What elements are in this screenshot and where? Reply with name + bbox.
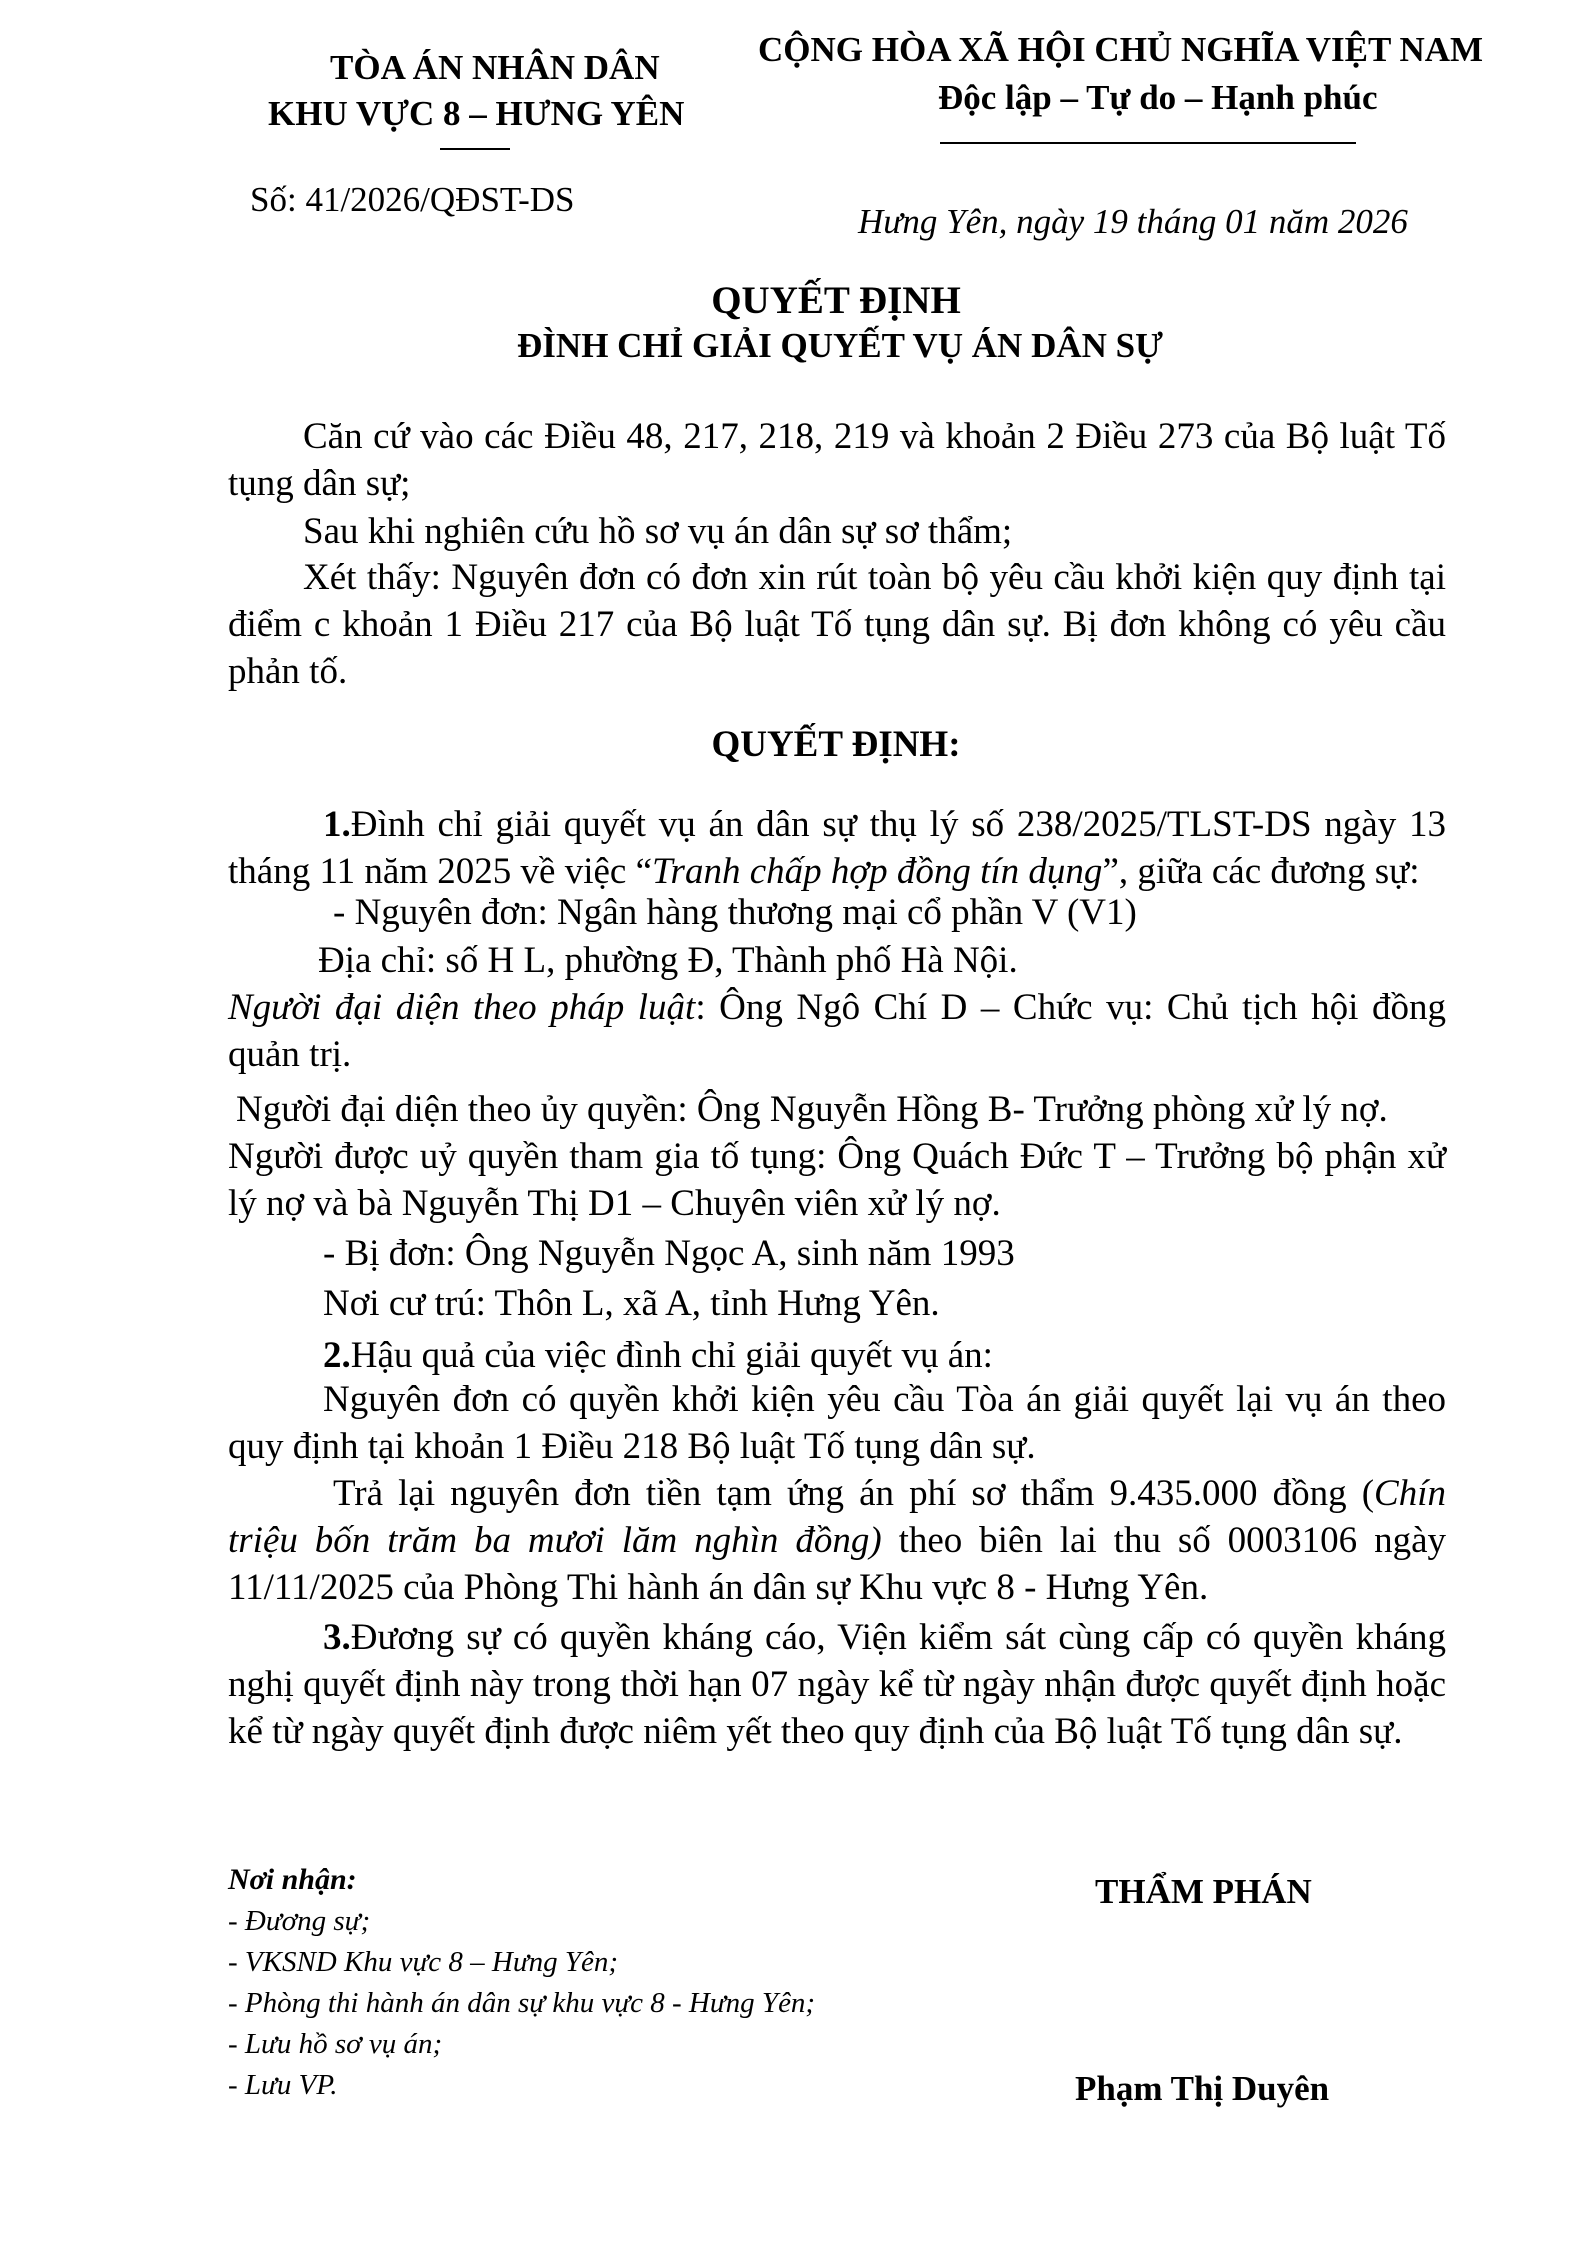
recipient-item: - VKSND Khu vực 8 – Hưng Yên;	[228, 1946, 619, 1978]
recipient-item: - Lưu VP.	[228, 2069, 338, 2101]
document-subtitle: ĐÌNH CHỈ GIẢI QUYẾT VỤ ÁN DÂN SỰ	[517, 326, 1163, 365]
signer-name: Phạm Thị Duyên	[1075, 2069, 1330, 2108]
item-1-number: 1.	[323, 804, 351, 845]
decision-heading: QUYẾT ĐỊNH:	[711, 724, 961, 765]
item-2-fee-refund: Trả lại nguyên đơn tiền tạm ứng án phí sơ thẩm 9.435.000 đồng (Chín triệu bốn trăm ba mươi lăm nghìn đồng) theo biên lai thu số 0003106 ngày 11/11/2025 của Phòng Thi hành án dân sự Khu vực 8 - Hưng Yên.	[228, 1473, 1446, 1608]
decision-item-3: 3.Đương sự có quyền kháng cáo, Viện kiểm sát cùng cấp có quyền kháng nghị quyết định này trong thời hạn 07 ngày kể từ ngày nhận được quyết định hoặc kể từ ngày quyết định được niêm yết theo quy định của Bộ luật Tố tụng dân sự.	[228, 1617, 1446, 1752]
motto-underline	[940, 142, 1356, 144]
plaintiff: - Nguyên đơn: Ngân hàng thương mại cổ phần V (V1)	[333, 892, 1137, 933]
defendant: - Bị đơn: Ông Nguyễn Ngọc A, sinh năm 1993	[323, 1233, 1015, 1274]
signature-title: THẨM PHÁN	[1095, 1872, 1312, 1911]
decision-item-1: 1.Đình chỉ giải quyết vụ án dân sự thụ lý số 238/2025/TLST-DS ngày 13 tháng 11 năm 2025 về việc “Tranh chấp hợp đồng tín dụng”, giữa các đương sự:	[228, 804, 1446, 892]
preamble-legal-basis: Căn cứ vào các Điều 48, 217, 218, 219 và khoản 2 Điều 273 của Bộ luật Tố tụng dân sự;	[228, 416, 1446, 504]
preamble-review: Sau khi nghiên cứu hồ sơ vụ án dân sự sơ thẩm;	[303, 511, 1013, 552]
document-number: Số: 41/2026/QĐST-DS	[250, 180, 575, 219]
court-name-line1: TÒA ÁN NHÂN DÂN	[330, 48, 660, 87]
recipient-item: - Phòng thi hành án dân sự khu vực 8 - Hưng Yên;	[228, 1987, 816, 2019]
preamble-finding: Xét thấy: Nguyên đơn có đơn xin rút toàn bộ yêu cầu khởi kiện quy định tại điểm c khoản 1 Điều 217 của Bộ luật Tố tụng dân sự. Bị đơn không có yêu cầu phản tố.	[228, 557, 1446, 692]
recipient-item: - Đương sự;	[228, 1905, 371, 1937]
decision-item-2-heading: 2.Hậu quả của việc đình chỉ giải quyết vụ án:	[323, 1335, 993, 1376]
plaintiff-address: Địa chỉ: số H L, phường Đ, Thành phố Hà Nội.	[318, 940, 1018, 981]
recipients-label: Nơi nhận:	[228, 1863, 357, 1896]
authorized-representative: Người đại diện theo ủy quyền: Ông Nguyễn Hồng B- Trưởng phòng xử lý nợ.	[236, 1089, 1388, 1130]
nation-motto: Độc lập – Tự do – Hạnh phúc	[938, 78, 1378, 117]
nation-name: CỘNG HÒA XÃ HỘI CHỦ NGHĨA VIỆT NAM	[758, 30, 1484, 69]
defendant-address: Nơi cư trú: Thôn L, xã A, tỉnh Hưng Yên.	[323, 1283, 940, 1324]
court-name-line2: KHU VỰC 8 – HƯNG YÊN	[268, 94, 685, 133]
authorized-participant: Người được uỷ quyền tham gia tố tụng: Ông Quách Đức T – Trưởng bộ phận xử lý nợ và bà Nguyễn Thị D1 – Chuyên viên xử lý nợ.	[228, 1136, 1446, 1224]
recipient-item: - Lưu hồ sơ vụ án;	[228, 2028, 443, 2060]
place-date: Hưng Yên, ngày 19 tháng 01 năm 2026	[858, 202, 1408, 241]
case-type: Tranh chấp hợp đồng tín dụng	[652, 851, 1103, 892]
item-2-refile-right: Nguyên đơn có quyền khởi kiện yêu cầu Tòa án giải quyết lại vụ án theo quy định tại khoản 1 Điều 218 Bộ luật Tố tụng dân sự.	[228, 1379, 1446, 1467]
court-underline	[440, 148, 510, 150]
document-title: QUYẾT ĐỊNH	[711, 279, 961, 322]
legal-representative: Người đại diện theo pháp luật: Ông Ngô Chí D – Chức vụ: Chủ tịch hội đồng quản trị.	[228, 987, 1446, 1075]
